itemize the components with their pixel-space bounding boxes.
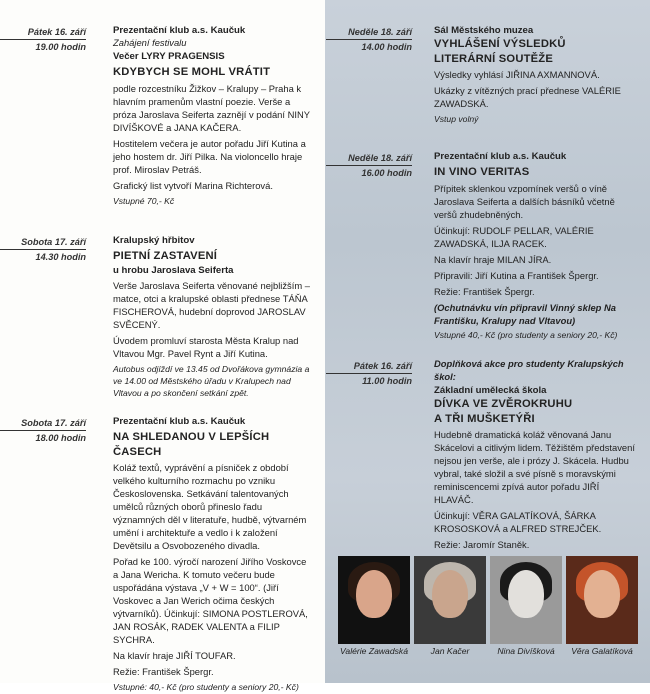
event-date-block — [0, 417, 86, 444]
event-text: Koláž textů, vyprávění a písniček z období velkého kulturního rozmachu po vzniku Československa. Setkávání talentovaných umělců různých oborů přineslo řadu významných děl v literatuře, hudbě, výtvarném umění i architektuře a vedlo i k založení Devětsilu a Osvobozeného divadla. — [113, 462, 307, 552]
event-venue: Sál Městského muzea — [434, 25, 534, 36]
event-time: 14.00 hodin — [326, 39, 412, 54]
event-text: Na klavír hraje MILAN JÍRA. — [434, 253, 552, 265]
photo-vera-galatikova — [566, 556, 638, 656]
event-title-line: VYHLÁŠENÍ VÝSLEDKŮ — [434, 38, 566, 51]
event-text: Účinkují: RUDOLF PELLAR, VALÉRIE ZAWADSKÁ, ILJA RACEK. — [434, 224, 594, 249]
event-text: Ukázky z vítězných prací přednese VALÉRIE ZAWADSKÁ. — [434, 85, 621, 110]
photo-nina-diviskova — [490, 556, 562, 656]
event-title: PIETNÍ ZASTAVENÍ — [113, 250, 218, 263]
photo-caption: Valérie Zawadská — [340, 646, 408, 656]
event-admission: Vstupné: 40,- Kč (pro studenty a seniory 20,- Kč) — [113, 681, 299, 692]
event-date: Sobota 17. září — [21, 237, 86, 247]
event-venue-2: Základní umělecká škola — [434, 384, 547, 396]
event-admission: Vstupné 70,- Kč — [113, 195, 175, 206]
event-admission: Vstup volný — [434, 114, 479, 125]
event-admission: Vstupné 40,- Kč (pro studenty a seniory 20,- Kč) — [434, 330, 618, 341]
photo-caption: Nina Divíšková — [497, 646, 555, 656]
event-text: Režie: František Špergr. — [113, 665, 214, 677]
event-text: Výsledky vyhlásí JIŘINA AXMANNOVÁ. — [434, 69, 600, 81]
event-text: Grafický list vytvoří Marina Richterová. — [113, 179, 273, 191]
event-title: KDYBYCH SE MOHL VRÁTIT — [113, 66, 271, 79]
event-pretitle: Zahájení festivalu — [113, 37, 187, 49]
event-body — [434, 24, 639, 126]
photo-caption: Jan Kačer — [430, 646, 470, 656]
event-title-line: A TŘI MUŠKETÝŘI — [434, 412, 535, 425]
event-text: podle rozcestníku Žižkov – Kralupy – Praha k hlavním pramenům vlastní poezie. Verše a próza Jaroslava Seiferta zaznějí v podání NINY DIVÍŠKOVÉ a JANA KAČERA. — [113, 83, 310, 133]
event-venue: Prezentační klub a.s. Kaučuk — [113, 25, 246, 36]
event-text: Připravili: Jiří Kutina a František Špergr. — [434, 269, 599, 281]
event-text: Hudebně dramatická koláž věnovaná Janu Skácelovi a citlivým lidem. Těžištěm představení nejsou jen verše, ale i prózy J. Skácela. Hudbu vybral, také složil a své písně s moravskými reminiscencemi zpívá autor pořadu JIŘÍ HLAVÁČ. — [434, 429, 635, 506]
event-date: Pátek 16. září — [27, 27, 86, 37]
event-date: Neděle 18. září — [348, 153, 412, 163]
event-date-block — [326, 360, 412, 387]
event-title: IN VINO VERITAS — [434, 166, 530, 179]
event-time: 11.00 hodin — [326, 373, 412, 388]
event-venue: Prezentační klub a.s. Kaučuk — [434, 151, 567, 162]
event-text: Režie: František Špergr. — [434, 285, 535, 297]
event-text: Verše Jaroslava Seiferta věnované nejbližším – matce, otci a kralupské oblasti přednese TÁŇA FISCHEROVÁ, hudební doprovod JAROSLAV SVĚCENÝ. — [113, 280, 310, 330]
event-body — [434, 150, 639, 342]
photo-jan-kacer — [414, 556, 486, 656]
event-time: 16.00 hodin — [326, 165, 412, 180]
event-date-block — [0, 236, 86, 263]
photo-valerie-zawadska — [338, 556, 410, 656]
event-body — [113, 415, 313, 694]
portrait-image — [338, 556, 410, 644]
event-date: Pátek 16. září — [353, 361, 412, 371]
event-body — [113, 234, 313, 399]
event-text: Na klavír hraje JIŘÍ TOUFAR. — [113, 649, 236, 661]
event-time: 19.00 hodin — [0, 39, 86, 54]
event-text: Přípitek sklenkou vzpomínek veršů o víně Jaroslava Seiferta a dalších básníků včetně veršů zhudebněných. — [434, 182, 615, 220]
event-subtitle: u hrobu Jaroslava Seiferta — [113, 264, 234, 276]
event-title-line: DÍVKA VE ZVĚROKRUHU — [434, 398, 573, 411]
event-date: Sobota 17. září — [21, 418, 86, 428]
event-body — [113, 24, 313, 208]
event-date: Neděle 18. září — [348, 27, 412, 37]
event-venue: Kralupský hřbitov — [113, 235, 195, 246]
portrait-image — [490, 556, 562, 644]
event-time: 14.30 hodin — [0, 249, 86, 264]
photo-caption: Věra Galatíková — [571, 646, 633, 656]
event-date-block — [326, 26, 412, 53]
event-title: NA SHLEDANOU V LEPŠÍCH ČASECH — [113, 431, 270, 458]
event-venue: Prezentační klub a.s. Kaučuk — [113, 416, 246, 427]
event-date-block — [326, 152, 412, 179]
event-text: Režie: Jaromír Staněk. — [434, 539, 530, 551]
event-text: Hostitelem večera je autor pořadu Jiří Kutina a jeho hostem dr. Jiří Pilka. Na violoncello hraje prof. Miroslav Petráš. — [113, 137, 306, 175]
event-body — [434, 358, 639, 555]
event-text: Účinkují: VĚRA GALATÍKOVÁ, ŠÁRKA KROSOSKOVÁ a ALFRED STREJČEK. — [434, 510, 602, 535]
performer-photos — [338, 556, 638, 676]
portrait-image — [566, 556, 638, 644]
event-wine-note: (Ochutnávku vín připravil Vinný sklep Na Františku, Kralupy nad Vltavou) — [434, 301, 616, 326]
event-pretitle-2: Večer LYRY PRAGENSIS — [113, 51, 225, 63]
event-text: Pořad ke 100. výročí narození Jiřího Voskovce a Jana Wericha. K tomuto večeru bude uspořádána výstava „V + W = 100“. (Jiří Voskovec a Jan Werich očima českých výtvarníků). Účinkují: SIMONA POSTLEROVÁ, JAN ROSÁK, RADEK VALENTA a FILIP SYCHRA. — [113, 556, 308, 645]
event-title-line: LITERÁRNÍ SOUTĚŽE — [434, 52, 554, 65]
event-date-block — [0, 26, 86, 53]
event-venue: Doplňková akce pro studenty Kralupských škol: — [434, 358, 624, 382]
event-note: Autobus odjíždí ve 13.45 od Dvořákova gymnázia a ve 14.00 od Městského úřadu v Kralupech nad Vltavou a po skončení setkání zpět. — [113, 363, 310, 398]
event-time: 18.00 hodin — [0, 430, 86, 445]
event-text: Úvodem promluví starosta Města Kralup nad Vltavou Mgr. Pavel Rynt a Jiří Kutina. — [113, 334, 299, 359]
portrait-image — [414, 556, 486, 644]
